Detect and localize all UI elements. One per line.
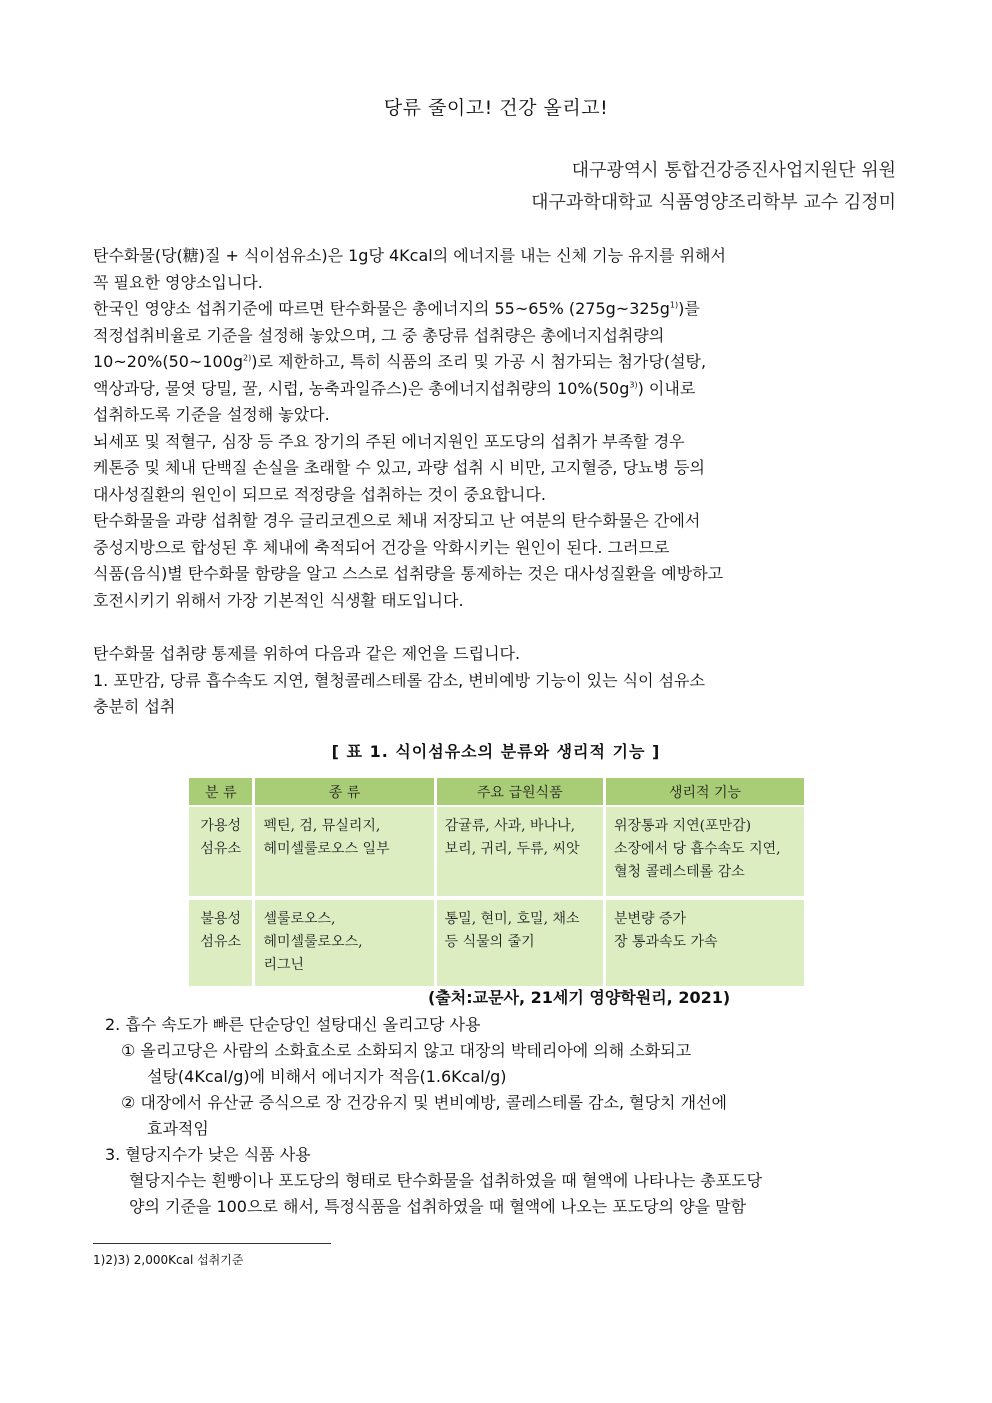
footnote: 1)2)3) 2,000Kcal 섭취기준 (93, 1253, 244, 1267)
recommendation-item-1: 1. 포만감, 당류 흡수속도 지연, 혈청콜레스테롤 감소, 변비예방 기능이 있는 식이 섬유소 (93, 670, 705, 690)
header-functions: 생리적 기능 (606, 778, 804, 807)
cell-sources: 통밀, 현미, 호밀, 채소 등 식물의 줄기 (437, 896, 603, 986)
document-title: 당류 줄이고! 건강 올리고! (383, 97, 609, 119)
paragraph-line: 대사성질환의 원인이 되므로 적정량을 섭취하는 것이 중요합니다. (93, 484, 546, 504)
recommendation-item-1-cont: 충분히 섭취 (93, 697, 176, 716)
recommendations-continued (93, 1012, 893, 1220)
item-3-text: 혈당지수는 흰빵이나 포도당의 형태로 탄수화물을 섭취하였을 때 혈액에 나타나는 총포도당 (129, 1171, 763, 1190)
recommendation-item-3: 3. 혈당지수가 낮은 식품 사용 (105, 1145, 311, 1164)
paragraph-line: 탄수화물을 과량 섭취할 경우 글리코겐으로 체내 저장되고 난 여분의 탄수화물은 간에서 (93, 511, 701, 530)
cell-functions: 위장통과 지연(포만감) 소장에서 당 흡수속도 지연, 혈청 콜레스테롤 감소 (606, 807, 804, 896)
cell-category: 가용성 섬유소 (189, 807, 252, 896)
footnote-divider (93, 1243, 331, 1244)
header-sources: 주요 급원식품 (437, 778, 603, 807)
item-3-text: 양의 기준을 100으로 해서, 특정식품을 섭취하였을 때 혈액에 나오는 포도당의 양을 말함 (129, 1197, 747, 1216)
table-row (189, 807, 804, 896)
paragraph-line: 한국인 영양소 섭취기준에 따르면 탄수화물은 총에너지의 55~65% $(275g\sim 325g^{1)})$를 (93, 299, 700, 318)
paragraph-line: 케톤증 및 체내 단백질 손실을 초래할 수 있고, 과량 섭취 시 비만, 고지혈증, 당뇨병 등의 (93, 458, 705, 477)
paragraph-line: 호전시키기 위해서 가장 기본적인 식생활 태도입니다. (93, 590, 464, 610)
sub-item-1: ① 올리고당은 사람의 소화효소로 소화되지 않고 대장의 박테리아에 의해 소화되고 (121, 1041, 692, 1060)
paragraph-line: 중성지방으로 합성된 후 체내에 축적되어 건강을 악화시키는 원인이 된다. 그러므로 (93, 537, 670, 557)
paragraph-line: 섭취하도록 기준을 설정해 놓았다. (93, 405, 330, 424)
cell-types: 펙틴, 검, 뮤실리지, 헤미셀룰로오스 일부 (255, 807, 433, 896)
paragraph-line: 식품(음식)별 탄수화물 함량을 알고 스스로 섭취량을 통제하는 것은 대사성질환을 예방하고 (93, 564, 724, 583)
paragraph-line: 적정섭취비율로 기준을 설정해 놓았으며, 그 중 총당류 섭취량은 총에너지섭취량의 (93, 325, 665, 345)
author-affiliation-2: 대구과학대학교 식품영양조리학부 교수 김정미 (531, 192, 896, 213)
table-caption: [ 표 1. 식이섬유소의 분류와 생리적 기능 ] (331, 742, 661, 761)
paragraph-line: $10\sim 20\%(50\sim 100g^{2)})$로 제한하고, 특히 식품의 조리 및 가공 시 첨가되는 첨가당(설탕, (93, 352, 707, 371)
body-text (93, 243, 893, 721)
cell-functions: 분변량 증가 장 통과속도 가속 (606, 896, 804, 986)
footnote-ref: 1) (669, 300, 679, 310)
paragraph-line: 탄수화물(당(糖)질 + 식이섬유소)은 1g당 4Kcal의 에너지를 내는 신체 기능 유지를 위해서 (93, 246, 726, 265)
fiber-table (186, 778, 807, 986)
paragraph-line: 뇌세포 및 적혈구, 심장 등 주요 장기의 주된 에너지원인 포도당의 섭취가 부족할 경우 (93, 431, 685, 451)
footnote-ref: 2) (243, 353, 252, 363)
cell-types: 셀룰로오스, 헤미셀룰로오스, 리그닌 (255, 896, 433, 986)
footnote-ref: 3) (629, 380, 638, 390)
author-affiliation-1: 대구광역시 통합건강증진사업지원단 위원 (571, 160, 896, 181)
paragraph-line: 꼭 필요한 영양소입니다. (93, 272, 263, 292)
recommendation-item-2: 2. 흡수 속도가 빠른 단순당인 설탕대신 올리고당 사용 (105, 1015, 481, 1034)
header-types: 종 류 (255, 778, 433, 807)
table-header-row (189, 778, 804, 807)
table-row (189, 896, 804, 986)
paragraph-line: 액상과당, 물엿 당밀, 꿀, 시럽, 농축과일쥬스)은 총에너지섭취량의 $10\%(50g^{3)})$ 이내로 (93, 378, 696, 398)
table-source: (출처:교문사, 21세기 영양학원리, 2021) (428, 988, 731, 1007)
sub-item-2: ② 대장에서 유산균 증식으로 장 건강유지 및 변비예방, 콜레스테롤 감소, 혈당치 개선에 (121, 1093, 727, 1112)
cell-sources: 감귤류, 사과, 바나나, 보리, 귀리, 두류, 씨앗 (437, 807, 603, 896)
recommendation-intro: 탄수화물 섭취량 통제를 위하여 다음과 같은 제언을 드립니다. (93, 644, 521, 663)
sub-item-1-cont: 설탕(4Kcal/g)에 비해서 에너지가 적음(1.6Kcal/g) (147, 1067, 507, 1086)
cell-category: 불용성 섬유소 (189, 896, 252, 986)
sub-item-2-cont: 효과적임 (147, 1119, 209, 1138)
header-category: 분 류 (189, 778, 252, 807)
